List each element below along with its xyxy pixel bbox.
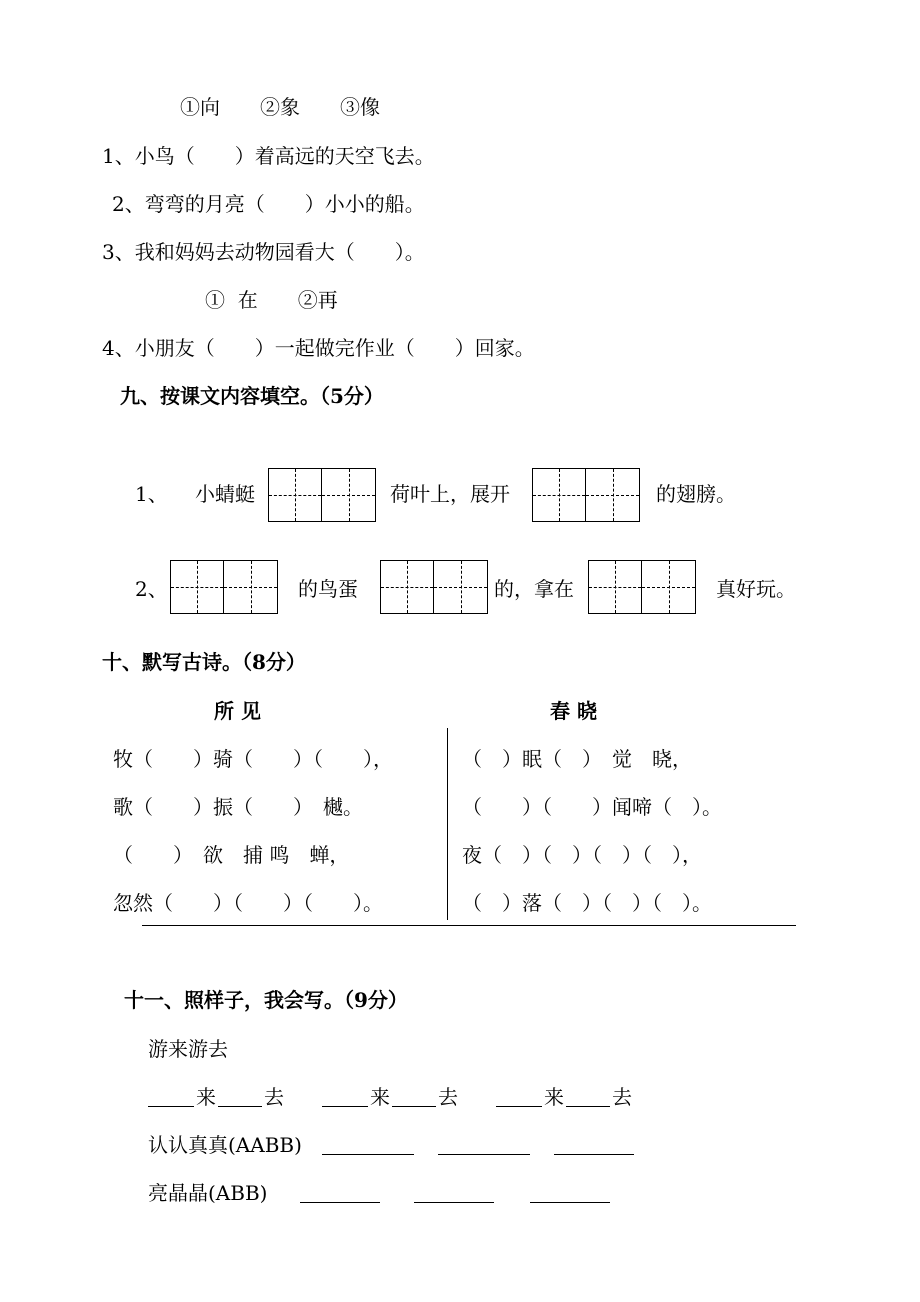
writing-grid[interactable] bbox=[532, 468, 640, 522]
grid-cell[interactable] bbox=[586, 468, 640, 522]
answer-blank[interactable] bbox=[414, 1202, 494, 1203]
answer-blank[interactable] bbox=[496, 1106, 542, 1107]
options-line-1: ①向 ②象 ③像 bbox=[180, 95, 380, 119]
answer-blank[interactable] bbox=[218, 1106, 262, 1107]
answer-blank[interactable] bbox=[392, 1106, 436, 1107]
poem-1-line: （ ） 欲 捕 鸣 蝉， bbox=[113, 843, 350, 867]
poem-2-line: （ ）落（ ）（ ）（ ）。 bbox=[462, 891, 712, 915]
question-1: 1、小鸟（ ）着高远的天空飞去。 bbox=[102, 144, 435, 168]
grid-cell[interactable] bbox=[268, 468, 322, 522]
grid-cell[interactable] bbox=[434, 560, 488, 614]
section-divider bbox=[142, 925, 796, 926]
fill-line-2-number: 2、 bbox=[135, 577, 168, 601]
question-2: 2、弯弯的月亮（ ）小小的船。 bbox=[112, 192, 425, 216]
grid-cell[interactable] bbox=[532, 468, 586, 522]
answer-blank[interactable] bbox=[566, 1106, 610, 1107]
writing-grid[interactable] bbox=[170, 560, 278, 614]
pattern-char: 去 bbox=[264, 1085, 284, 1109]
grid-cell[interactable] bbox=[224, 560, 278, 614]
fill-line-2-text-a: 的鸟蛋 bbox=[298, 577, 358, 601]
fill-line-1-number: 1、 bbox=[135, 482, 168, 506]
answer-blank[interactable] bbox=[530, 1202, 610, 1203]
abb-label: 亮晶晶(ABB) bbox=[148, 1181, 268, 1205]
poem-1-line: 忽然（ ）（ ）（ ）。 bbox=[113, 891, 383, 915]
poem-1-line: 歌（ ）振（ ） 樾。 bbox=[113, 795, 363, 819]
pattern-char: 来 bbox=[544, 1085, 564, 1109]
example-word: 游来游去 bbox=[148, 1037, 228, 1061]
answer-blank[interactable] bbox=[148, 1106, 194, 1107]
grid-cell[interactable] bbox=[380, 560, 434, 614]
grid-cell[interactable] bbox=[322, 468, 376, 522]
answer-blank[interactable] bbox=[322, 1106, 368, 1107]
options-line-2: ① 在 ②再 bbox=[205, 288, 338, 312]
question-3: 3、我和妈妈去动物园看大（ ）。 bbox=[102, 240, 425, 264]
fill-line-1-text-b: 荷叶上，展开 bbox=[390, 482, 510, 506]
poem-2-line: 夜（ ）（ ）（ ）（ ）， bbox=[462, 843, 702, 867]
aabb-label: 认认真真(AABB) bbox=[148, 1133, 302, 1157]
poem-1-title: 所 见 bbox=[214, 699, 261, 723]
answer-blank[interactable] bbox=[554, 1154, 634, 1155]
grid-cell[interactable] bbox=[588, 560, 642, 614]
pattern-char: 来 bbox=[370, 1085, 390, 1109]
writing-grid[interactable] bbox=[588, 560, 696, 614]
answer-blank[interactable] bbox=[300, 1202, 380, 1203]
fill-line-1-text-c: 的翅膀。 bbox=[656, 482, 736, 506]
section-10-title: 十、默写古诗。（8分） bbox=[102, 650, 306, 674]
fill-line-1-text-a: 小蜻蜓 bbox=[195, 482, 255, 506]
question-4: 4、小朋友（ ）一起做完作业（ ）回家。 bbox=[102, 336, 535, 360]
pattern-char: 来 bbox=[196, 1085, 216, 1109]
poem-2-line: （ ）眠（ ） 觉 晓， bbox=[462, 747, 692, 771]
poem-2-line: （ ）（ ）闻啼（ ）。 bbox=[462, 795, 722, 819]
answer-blank[interactable] bbox=[438, 1154, 530, 1155]
pattern-char: 去 bbox=[612, 1085, 632, 1109]
grid-cell[interactable] bbox=[170, 560, 224, 614]
writing-grid[interactable] bbox=[380, 560, 488, 614]
answer-blank[interactable] bbox=[322, 1154, 414, 1155]
section-9-title: 九、按课文内容填空。（5分） bbox=[120, 384, 384, 408]
writing-grid[interactable] bbox=[268, 468, 376, 522]
column-divider bbox=[447, 728, 448, 920]
pattern-char: 去 bbox=[438, 1085, 458, 1109]
section-11-title: 十一、照样子，我会写。（9分） bbox=[124, 988, 408, 1012]
grid-cell[interactable] bbox=[642, 560, 696, 614]
fill-line-2-text-b: 的，拿在 bbox=[494, 577, 574, 601]
poem-1-line: 牧（ ）骑（ ）（ ）， bbox=[113, 747, 393, 771]
fill-line-2-text-c: 真好玩。 bbox=[716, 577, 796, 601]
poem-2-title: 春 晓 bbox=[550, 699, 597, 723]
